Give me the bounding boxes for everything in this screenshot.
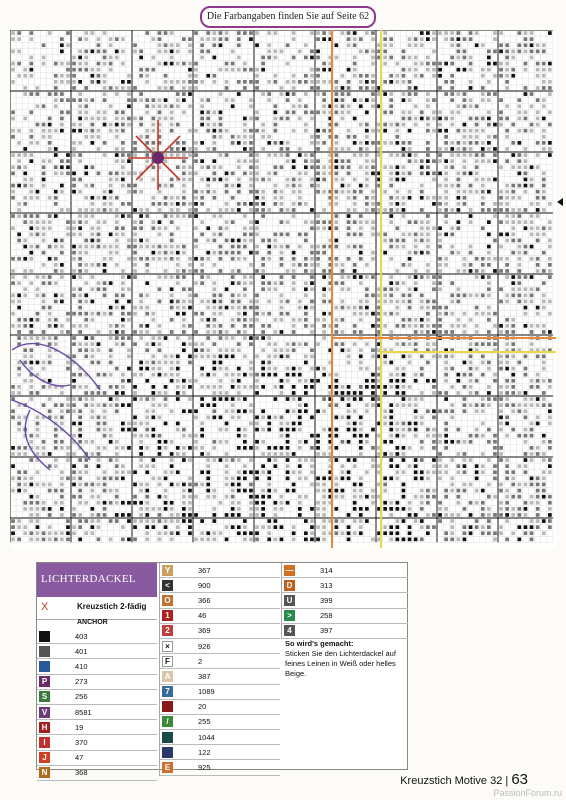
color-swatch: P	[39, 676, 50, 687]
legend-row	[37, 751, 157, 766]
legend-row	[37, 705, 157, 720]
legend-row	[160, 730, 280, 745]
anchor-number: 369	[198, 626, 211, 636]
color-swatch: H	[39, 722, 50, 733]
anchor-number: 401	[75, 646, 88, 656]
color-swatch	[39, 631, 50, 642]
legend-row	[37, 766, 157, 781]
cross-stitch-symbol: X	[41, 601, 49, 613]
color-reference-note: Die Farbangaben finden Sie auf Seite 62	[200, 6, 376, 28]
watermark: PassionForum.ru	[493, 788, 562, 798]
legend-row	[37, 659, 157, 674]
anchor-number: 387	[198, 671, 211, 681]
stitch-label: Kreuzstich 2-fädig	[77, 602, 147, 611]
legend-row	[160, 624, 280, 639]
legend-row	[282, 578, 408, 593]
instructions-text: Sticken Sie den Lichterdackel auf feines Leinen in Weiß oder helles Beige.	[285, 649, 396, 678]
color-swatch: /	[162, 716, 173, 727]
anchor-number: 314	[320, 565, 333, 575]
legend-row	[160, 669, 280, 684]
anchor-number: 8581	[75, 707, 92, 717]
color-swatch: <	[162, 580, 173, 591]
legend-row	[160, 639, 280, 654]
legend-row	[160, 760, 280, 775]
legend-row	[160, 700, 280, 715]
color-swatch: I	[39, 737, 50, 748]
center-arrow-marker	[557, 198, 563, 206]
anchor-number: 258	[320, 611, 333, 621]
anchor-number: 273	[75, 677, 88, 687]
color-swatch: F	[162, 656, 173, 667]
legend-row	[37, 720, 157, 735]
legend-row	[282, 563, 408, 578]
legend-row	[160, 685, 280, 700]
legend-row	[160, 745, 280, 760]
anchor-number: 397	[320, 626, 333, 636]
footer-separator: |	[505, 775, 509, 787]
magazine-title: Kreuzstich Motive 32	[400, 775, 503, 787]
anchor-number: 368	[75, 768, 88, 778]
anchor-number: 255	[198, 717, 211, 727]
color-swatch	[162, 701, 173, 712]
legend-column-2	[159, 563, 280, 776]
color-swatch	[39, 661, 50, 672]
page-number: 63	[511, 771, 528, 788]
anchor-number: 19	[75, 722, 84, 732]
color-swatch	[162, 732, 173, 743]
color-swatch: A	[162, 671, 173, 682]
stitch-type-row	[37, 597, 157, 620]
instructions-title: So wird's gemacht:	[285, 639, 354, 648]
legend-row	[282, 593, 408, 608]
anchor-number: 410	[75, 661, 88, 671]
color-swatch: D	[284, 580, 295, 591]
legend-row	[160, 654, 280, 669]
color-swatch: ×	[162, 641, 173, 652]
legend-row	[160, 578, 280, 593]
cross-stitch-chart	[10, 30, 556, 548]
color-swatch: N	[39, 767, 50, 778]
color-swatch: >	[284, 610, 295, 621]
color-swatch: U	[284, 595, 295, 606]
color-swatch: Y	[162, 565, 173, 576]
color-swatch: O	[162, 595, 173, 606]
anchor-number: 20	[198, 702, 207, 712]
color-swatch: —	[285, 565, 294, 575]
legend-row	[37, 735, 157, 750]
legend-row	[160, 609, 280, 624]
anchor-number: 313	[320, 580, 333, 590]
page-footer	[400, 771, 528, 788]
anchor-number: 2	[198, 656, 203, 666]
anchor-number: 256	[75, 692, 88, 702]
color-swatch: 7	[162, 686, 173, 697]
color-swatch: 1	[162, 610, 173, 621]
legend-row	[160, 715, 280, 730]
color-swatch: 4	[284, 625, 295, 636]
legend-row	[37, 629, 157, 644]
color-swatch: J	[39, 752, 50, 763]
color-swatch	[162, 747, 173, 758]
color-swatch: E	[162, 762, 173, 773]
legend-row	[160, 563, 280, 578]
anchor-number: 122	[198, 747, 211, 757]
color-swatch	[39, 646, 50, 657]
anchor-number: 925	[198, 763, 211, 773]
anchor-number: 403	[75, 631, 88, 641]
anchor-number: 399	[320, 595, 333, 605]
legend-column-3	[281, 563, 408, 639]
anchor-number: 370	[75, 737, 88, 747]
anchor-number: 367	[198, 565, 211, 575]
anchor-number: 1044	[198, 732, 215, 742]
color-swatch: V	[39, 707, 50, 718]
color-swatch: 2	[162, 625, 173, 636]
legend-row	[37, 644, 157, 659]
legend-row	[160, 593, 280, 608]
anchor-number: 926	[198, 641, 211, 651]
anchor-number: 366	[198, 595, 211, 605]
legend-column-1	[37, 629, 157, 781]
color-legend	[36, 562, 408, 778]
anchor-number: 900	[198, 580, 211, 590]
anchor-number: 46	[198, 611, 207, 621]
legend-row	[282, 609, 408, 624]
brand-label: ANCHOR	[77, 619, 108, 626]
legend-row	[37, 675, 157, 690]
legend-title: LICHTERDACKEL	[37, 563, 157, 597]
instructions	[281, 637, 407, 679]
color-swatch: S	[39, 691, 50, 702]
legend-row	[37, 690, 157, 705]
anchor-number: 1089	[198, 687, 215, 697]
anchor-number: 47	[75, 753, 84, 763]
